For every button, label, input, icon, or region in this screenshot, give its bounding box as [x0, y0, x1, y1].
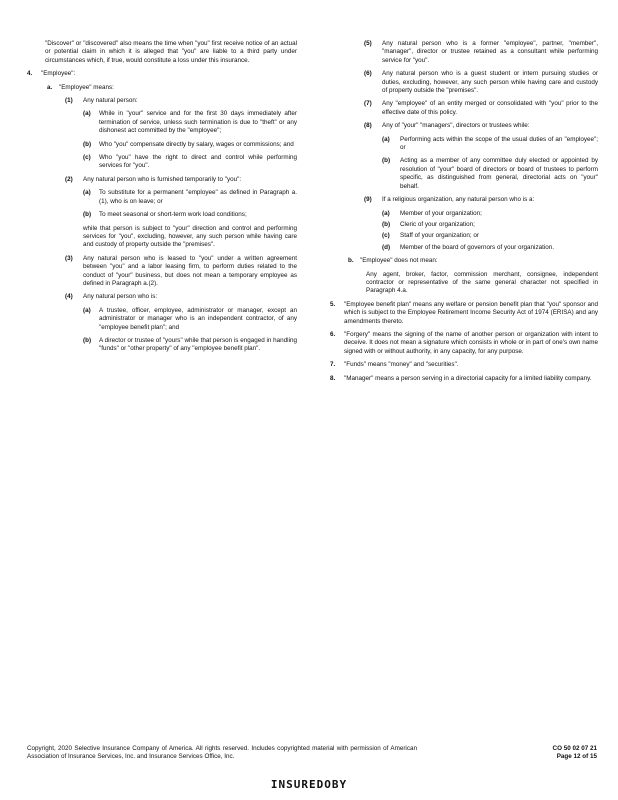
- item-text: Cleric of your organization;: [400, 220, 475, 228]
- item-label: (c): [83, 154, 91, 162]
- section-5: [330, 301, 598, 326]
- item-9d: [330, 244, 598, 252]
- item-label: (a): [382, 209, 390, 217]
- item-text: Any natural person who is leased to "you" under a written agreement between "you" and a labor leasing firm, to perform duties related to the conduct of "your" business, but does not mean a temporary employee as defined in Paragraph a.(2).: [83, 254, 297, 287]
- para-a-label: a.: [47, 83, 53, 91]
- item-1a: [27, 110, 297, 135]
- item-text: Member of your organization;: [400, 209, 482, 217]
- item-5: [330, 40, 598, 65]
- section-number: 4.: [27, 70, 33, 78]
- item-label: (b): [83, 336, 92, 344]
- item-2-continuation: [27, 225, 297, 250]
- item-3: [27, 255, 297, 289]
- item-label: (d): [382, 243, 391, 251]
- section-text: "Employee benefit plan" means any welfare or pension benefit plan that "you" sponsor and which is subject to the Employee Retirement Income Security Act of 1974 (ERISA) and any amendments thereto.: [344, 300, 598, 325]
- item-text: Who "you" have the right to direct and control while performing services for "you".: [99, 154, 297, 170]
- item-text: Any natural person who is a guest student or intern pursuing studies or duties, excluding, however, any such person while having care and custody of property outside the "premises".: [382, 70, 598, 95]
- copyright-notice: Copyright, 2020 Selective Insurance Company of America. All rights reserved. Includes copyrighted material with permission of American Association of Insurance Services, Inc. and Insurance Services Office, Inc.: [27, 745, 417, 761]
- item-label: (3): [65, 254, 73, 262]
- item-text: Any of "your" "managers", directors or trustees while:: [382, 122, 530, 130]
- item-text: Any natural person who is:: [83, 293, 158, 301]
- item-2: [27, 176, 297, 184]
- para-a-text: "Employee" means:: [59, 83, 114, 91]
- item-6: [330, 70, 598, 95]
- item-label: (2): [65, 175, 73, 183]
- item-8b: [330, 157, 598, 191]
- item-label: (9): [364, 196, 372, 204]
- item-9: [330, 196, 598, 204]
- section-text: "Forgery" means the signing of the name of another person or organization with intent to deceive. It does not mean a signature which consists in whole or in part of one's own name signed with or without authority, in any capacity, for any purpose.: [344, 330, 598, 355]
- item-label: b.: [348, 257, 354, 265]
- item-8a: [330, 136, 598, 153]
- item-text: "Employee" does not mean:: [360, 257, 438, 265]
- item-label: (8): [364, 122, 372, 130]
- item-9c: [330, 232, 598, 240]
- item-label: (a): [83, 306, 91, 314]
- page-number: Page 12 of 15: [556, 753, 597, 761]
- section-text: "Manager" means a person serving in a directorial capacity for a limited liability company.: [344, 374, 592, 382]
- item-label: (6): [364, 70, 372, 78]
- item-9a: [330, 210, 598, 218]
- section-title: "Employee":: [41, 70, 76, 78]
- section-7: [330, 361, 598, 369]
- item-label: (a): [83, 189, 91, 197]
- item-text: Acting as a member of any committee duly elected or appointed by resolution of "your" board of directors or board of trustees to perform specific, as distinguished from general, directorial acts on "your" behalf.: [400, 157, 598, 190]
- para-b-continuation: [330, 271, 598, 296]
- item-label: (4): [65, 293, 73, 301]
- item-text: To substitute for a permanent "employee" as defined in Paragraph a.(1), who is on leave; or: [99, 189, 297, 205]
- item-label: (a): [83, 110, 91, 118]
- item-text: While in "your" service and for the first 30 days immediately after termination of service, unless such termination is due to "theft" or any dishonest act committed by the "employee";: [99, 110, 297, 135]
- section-number: 7.: [330, 361, 336, 369]
- item-4a: [27, 307, 297, 332]
- section-number: 6.: [330, 330, 336, 338]
- brand-watermark: INSUREDOBY: [270, 778, 348, 791]
- item-text: while that person is subject to "your" direction and control and performing services for "you", excluding, however, any such person while having care and custody of property outside the "premises".: [83, 224, 297, 249]
- right-column: [330, 40, 598, 388]
- section-number: 5.: [330, 300, 336, 308]
- section-text: "Funds" means "money" and "securities".: [344, 361, 459, 369]
- form-code: CO 50 02 07 21: [552, 745, 597, 752]
- item-text: A director or trustee of "yours" while that person is engaged in handling "funds" or "other property" of any "employee benefit plan".: [99, 336, 297, 353]
- item-4: [27, 293, 297, 301]
- item-8: [330, 122, 598, 130]
- item-text: To meet seasonal or short-term work load conditions;: [99, 211, 247, 219]
- para-a: [27, 84, 297, 92]
- item-text: Who "you" compensate directly by salary, wages or commissions; and: [99, 140, 294, 148]
- item-label: (a): [382, 135, 390, 143]
- item-2a: [27, 189, 297, 206]
- item-1b: [27, 141, 297, 149]
- item-label: (b): [382, 157, 391, 165]
- form-info: [492, 745, 597, 762]
- item-text: Member of the board of governors of your organization.: [400, 243, 555, 251]
- item-text: Staff of your organization; or: [400, 232, 479, 240]
- item-text: Performing acts within the scope of the usual duties of an "employee"; or: [400, 135, 598, 152]
- item-text: Any agent, broker, factor, commission merchant, consignee, independent contractor or representative of the same general character not specified in Paragraph 4.a.: [366, 270, 598, 295]
- item-text: A trustee, officer, employee, administrator or manager, except an administrator or manager who is an independent contractor, of any "employee benefit plan"; and: [99, 306, 297, 331]
- item-7: [330, 100, 598, 117]
- item-label: (b): [83, 140, 92, 148]
- item-text: Any natural person:: [83, 97, 138, 105]
- item-text: If a religious organization, any natural person who is a:: [382, 196, 535, 204]
- item-label: (5): [364, 40, 372, 47]
- item-label: (b): [83, 211, 92, 219]
- left-column: [27, 40, 297, 359]
- employee-section: [27, 70, 297, 78]
- section-8: [330, 375, 598, 383]
- item-text: Any "employee" of an entity merged or consolidated with "you" prior to the effective date of this policy.: [382, 100, 598, 116]
- item-label: (b): [382, 220, 391, 228]
- item-2b: [27, 211, 297, 219]
- item-1c: [27, 154, 297, 171]
- item-9b: [330, 221, 598, 229]
- discover-definition: [45, 40, 297, 65]
- item-text: Any natural person who is a former "employee", partner, "member", "manager", director or trustee retained as a consultant while performing service for "you".: [382, 40, 598, 64]
- item-text: Any natural person who is furnished temporarily to "you":: [83, 175, 242, 183]
- item-1: [27, 97, 297, 105]
- item-label: (1): [65, 97, 73, 105]
- section-6: [330, 331, 598, 356]
- item-label: (c): [382, 232, 390, 240]
- section-number: 8.: [330, 374, 336, 382]
- item-4b: [27, 337, 297, 354]
- para-b: [330, 257, 598, 265]
- item-label: (7): [364, 100, 372, 108]
- discover-text: "Discover" or "discovered" also means the time when "you" first receive notice of an actual or potential claim in which it is alleged that "you" are liable to a third party under circumstances which, if true, would constitute a loss under this insurance.: [45, 40, 297, 64]
